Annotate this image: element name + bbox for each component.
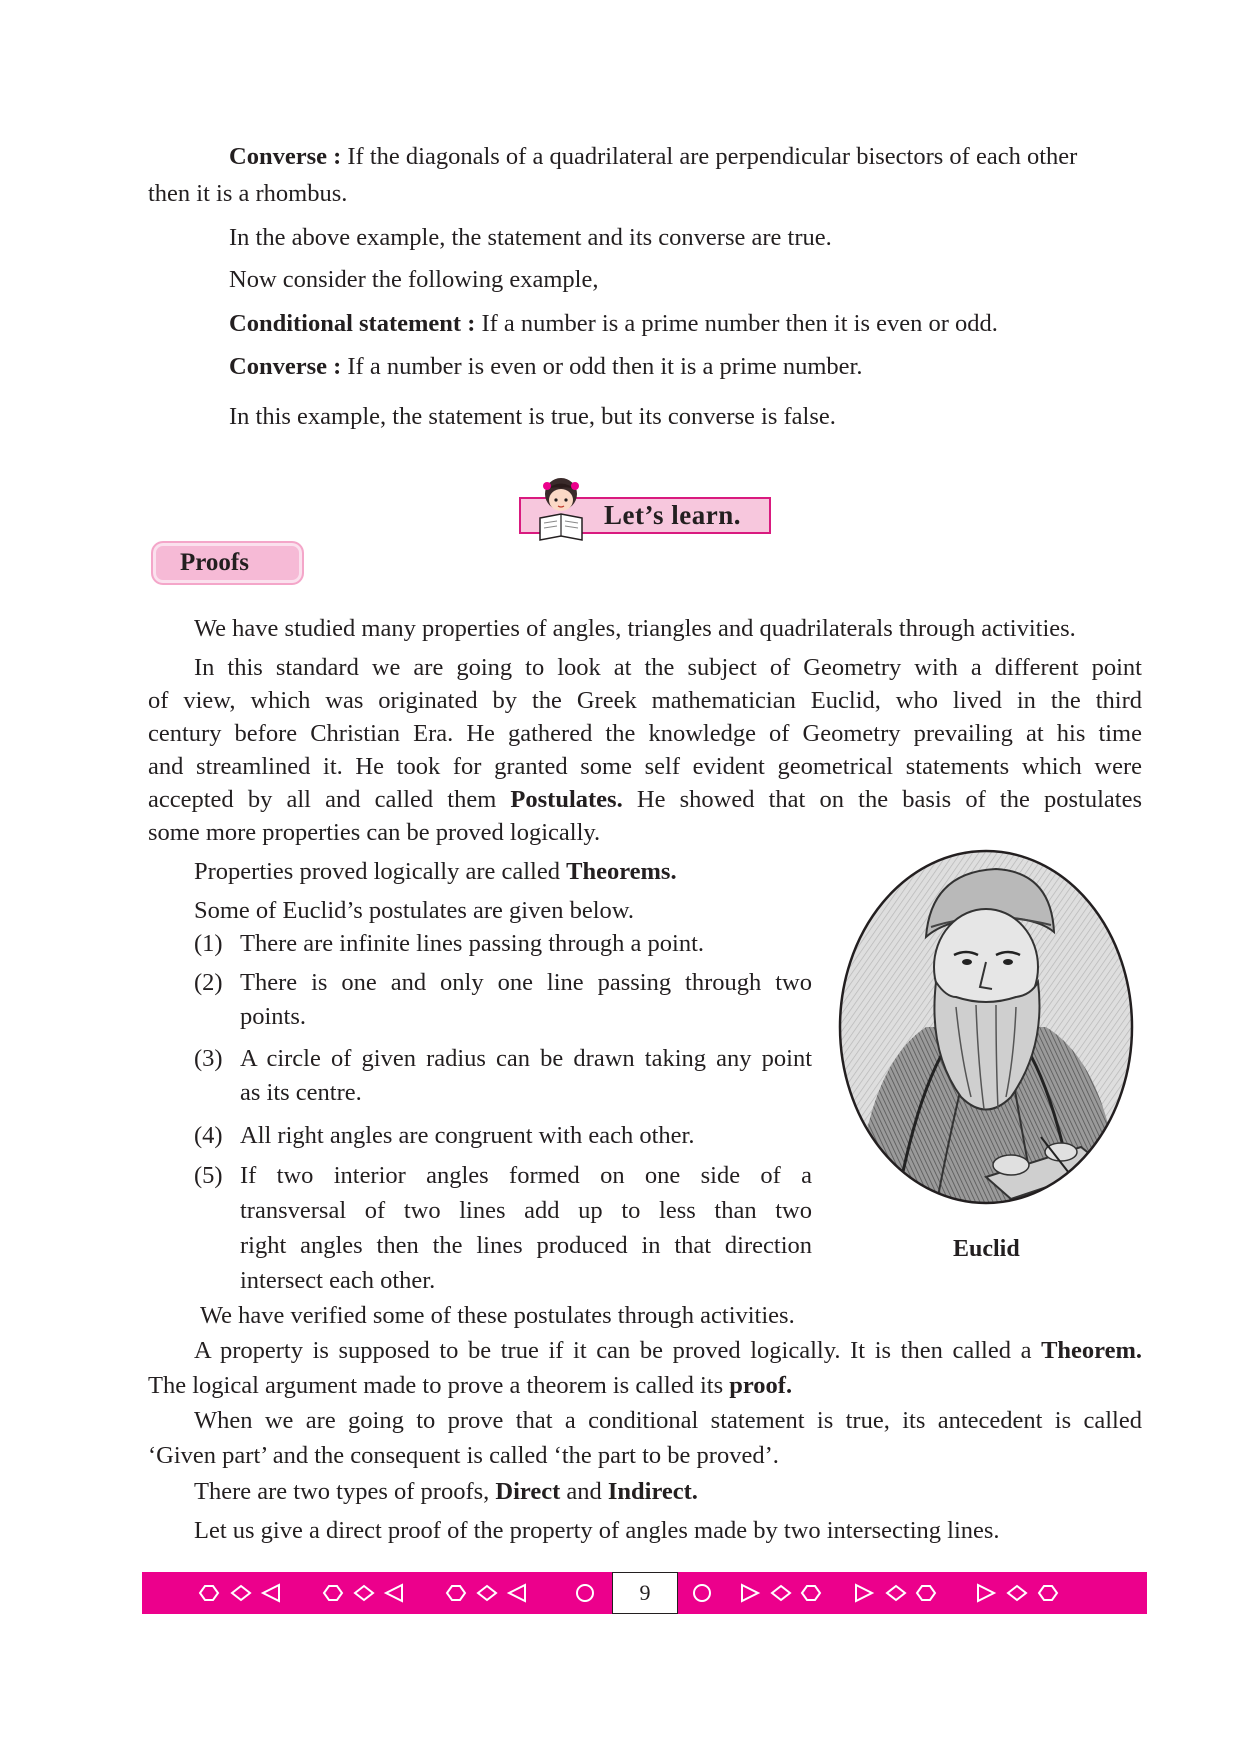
converse-label: Converse : [229,143,342,170]
diamond-icon [355,1586,373,1600]
intro-paragraph-6: In this example, the statement is true, but its converse is false. [229,403,836,430]
reading-girl-icon [530,474,592,544]
lets-learn-label: Let’s learn. [604,500,741,530]
theorems-text: Properties proved logically are called [194,858,567,885]
postulate-number-2: (2) [194,969,223,996]
hexagon-icon [1039,1586,1057,1600]
hexagon-icon [447,1586,465,1600]
converse-line [229,352,862,382]
intro-paragraph-2: In the above example, the statement and its converse are true. [229,224,832,251]
postulate-number-3: (3) [194,1045,223,1072]
body-paragraph-2-line-4: and streamlined it. He took for granted some self evident geometrical statements which were [148,753,1142,780]
postulate-text-3a: A circle of given radius can be drawn taking any point [240,1045,812,1072]
theorems-term: Theorems. [566,858,677,885]
closing-line-4: When we are going to prove that a conditional statement is true, its antecedent is called [194,1407,1142,1434]
intro-paragraph-1-cont: then it is a rhombus. [148,180,348,207]
conditional-label: Conditional statement : [229,310,476,337]
intro-p1-text: If the diagonals of a quadrilateral are perpendicular bisectors of each other [341,143,1078,170]
converse-text: If a number is even or odd then it is a prime number. [341,353,863,380]
body-paragraph-2-line-6: some more properties can be proved logically. [148,819,601,846]
hexagon-icon [200,1586,218,1600]
body-paragraph-2-line-3: century before Christian Era. He gathered the knowledge of Geometry prevailing at his time [148,720,1142,747]
proofs-label: Proofs [180,549,249,576]
diamond-icon [478,1586,496,1600]
closing-line-3 [148,1371,792,1401]
closing-line-2 [194,1336,1142,1366]
conditional-statement-line [229,309,998,339]
closing-line-6 [194,1477,698,1507]
closing-c2-text: A property is supposed to be true if it can be proved logically. It is then called a [194,1337,1042,1364]
closing-c6-mid: and [560,1478,608,1505]
proofs-section-tag [151,541,304,585]
intro-paragraph-3: Now consider the following example, [229,266,599,293]
postulate-text-3b: as its centre. [240,1079,362,1106]
hexagon-icon [324,1586,342,1600]
circle-icon [577,1585,593,1601]
body-paragraph-2-line-2: of view, which was originated by the Greek mathematician Euclid, who lived in the third [148,687,1142,714]
postulate-text-5c: right angles then the lines produced in that direction [240,1232,812,1259]
diamond-icon [772,1586,790,1600]
intro-paragraph-1 [229,142,1077,172]
diamond-icon [232,1586,250,1600]
postulate-number-4: (4) [194,1122,223,1149]
postulate-text-2a: There is one and only one line passing through two [240,969,812,996]
hexagon-icon [917,1586,935,1600]
closing-c6-text: There are two types of proofs, [194,1478,496,1505]
proof-term: proof. [729,1372,793,1399]
triangle-left-icon [386,1585,402,1601]
theorems-line [194,857,677,887]
postulate-text-4: All right angles are congruent with each other. [240,1122,695,1149]
postulate-text-5b: transversal of two lines add up to less than two [240,1197,812,1224]
conditional-text: If a number is a prime number then it is even or odd. [475,310,998,337]
para2-l5-a: accepted by all and called them [148,786,511,813]
converse-label-2: Converse : [229,353,342,380]
triangle-left-icon [263,1585,279,1601]
theorem-term: Theorem. [1041,1337,1142,1364]
postulate-text-5a: If two interior angles formed on one side of a [240,1162,812,1189]
postulate-text-2b: points. [240,1003,307,1030]
euclid-portrait-image [836,847,1136,1207]
closing-line-1: We have verified some of these postulates through activities. [200,1302,795,1329]
indirect-term: Indirect. [607,1478,698,1505]
body-paragraph-2-line-5 [148,785,1142,815]
diamond-icon [1008,1586,1026,1600]
diamond-icon [887,1586,905,1600]
closing-c3-text: The logical argument made to prove a theorem is called its [148,1372,730,1399]
page-number: 9 [612,1572,678,1614]
triangle-left-icon [509,1585,525,1601]
triangle-right-icon [742,1585,758,1601]
postulate-text-1: There are infinite lines passing through a point. [240,930,705,957]
postulate-number-5: (5) [194,1162,223,1189]
hexagon-icon [802,1586,820,1600]
postulate-text-5d: intersect each other. [240,1267,436,1294]
circle-icon [694,1585,710,1601]
closing-line-7: Let us give a direct proof of the property of angles made by two intersecting lines. [194,1517,1000,1544]
closing-line-5: ‘Given part’ and the consequent is called ‘the part to be proved’. [148,1442,779,1469]
triangle-right-icon [978,1585,994,1601]
direct-term: Direct [495,1478,561,1505]
para2-l5-b: He showed that on the basis of the postulates [622,786,1142,813]
body-paragraph-2-line-1: In this standard we are going to look at the subject of Geometry with a different point [194,654,1142,681]
euclid-caption: Euclid [953,1236,1020,1262]
postulates-term: Postulates. [510,786,623,813]
triangle-right-icon [856,1585,872,1601]
body-paragraph-1: We have studied many properties of angles, triangles and quadrilaterals through activities. [194,615,1076,642]
postulates-intro: Some of Euclid’s postulates are given below. [194,897,634,924]
postulate-number-1: (1) [194,930,223,957]
